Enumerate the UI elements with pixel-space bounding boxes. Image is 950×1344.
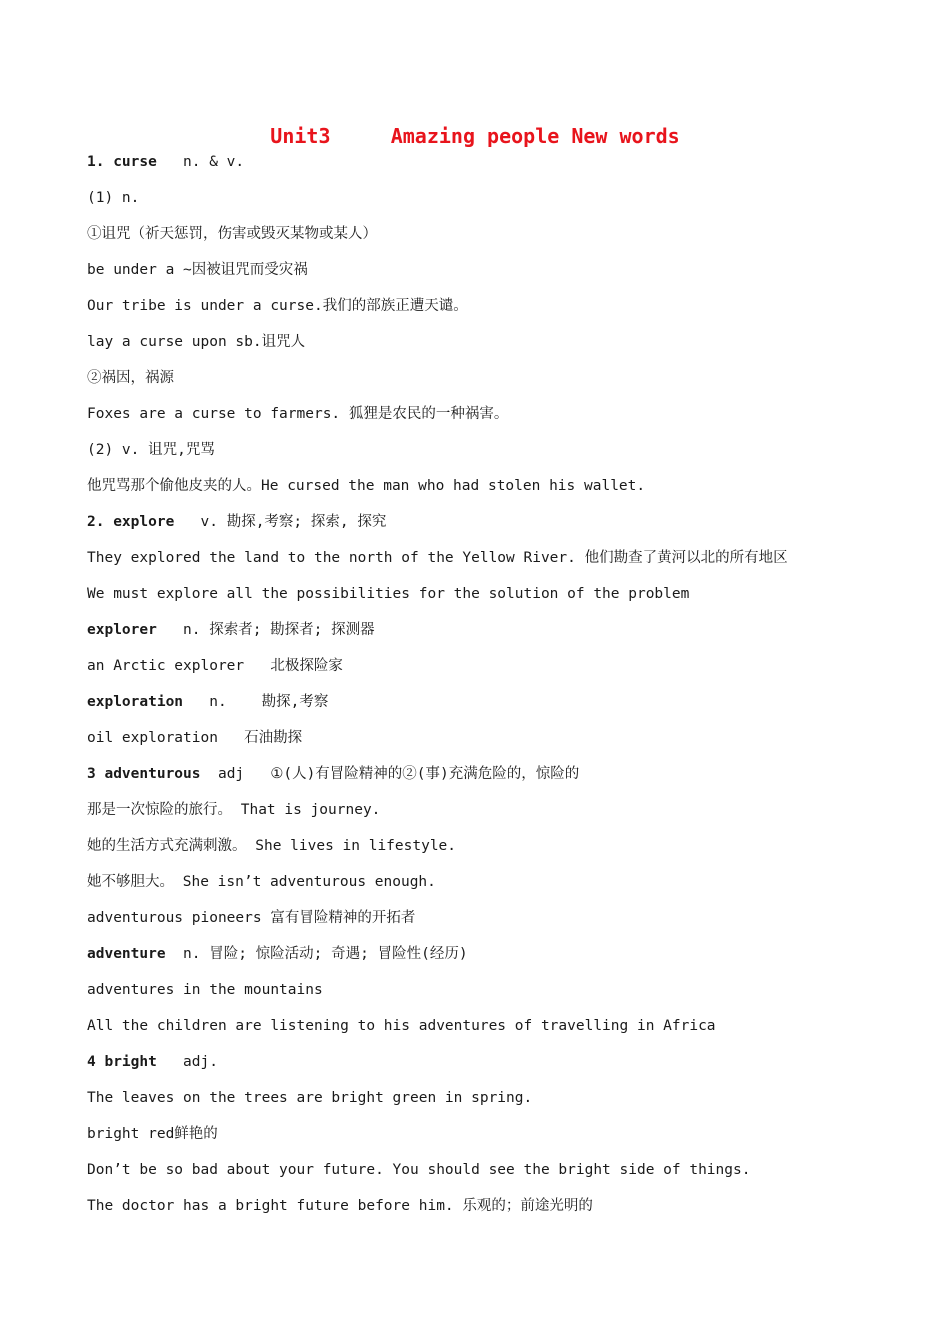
line-text: n. 冒险; 惊险活动; 奇遇; 冒险性(经历) <box>165 946 468 962</box>
headword-line <box>87 618 887 654</box>
text-line <box>87 906 887 942</box>
text-line <box>87 834 887 870</box>
line-text: adj ①(人)有冒险精神的②(事)充满危险的，惊险的 <box>200 766 580 782</box>
text-line <box>87 258 887 294</box>
headword-line <box>87 1050 887 1086</box>
headword: 2. explore <box>87 514 175 530</box>
text-line <box>87 330 887 366</box>
headword: exploration <box>87 694 184 710</box>
text-line <box>87 366 887 402</box>
line-text: bright red鲜艳的 <box>87 1126 218 1142</box>
line-text: The doctor has a bright future before him. 乐观的；前途光明的 <box>87 1198 593 1214</box>
text-line <box>87 1194 887 1230</box>
text-line <box>87 1014 887 1050</box>
headword: 4 bright <box>87 1054 157 1070</box>
headword-line <box>87 150 887 186</box>
text-line <box>87 726 887 762</box>
line-text: They explored the land to the north of the Yellow River. 他们勘查了黄河以北的所有地区 <box>87 550 788 566</box>
text-line <box>87 474 887 510</box>
text-line <box>87 186 887 222</box>
text-line <box>87 654 887 690</box>
line-text: ①诅咒（祈天惩罚，伤害或毁灭某物或某人） <box>87 226 377 242</box>
line-text: Our tribe is under a curse.我们的部族正遭天谴。 <box>87 298 468 314</box>
line-text: We must explore all the possibilities for the solution of the problem <box>87 586 690 602</box>
line-text: lay a curse upon sb.诅咒人 <box>87 334 306 350</box>
line-text: adventurous pioneers 富有冒险精神的开拓者 <box>87 910 416 926</box>
line-text: n. 探索者; 勘探者; 探测器 <box>156 622 375 638</box>
text-line <box>87 978 887 1014</box>
line-text: v. 勘探,考察; 探索, 探究 <box>174 514 387 530</box>
line-text: an Arctic explorer 北极探险家 <box>87 658 343 674</box>
line-text: All the children are listening to his adventures of travelling in Africa <box>87 1018 716 1034</box>
line-text: n. 勘探,考察 <box>183 694 329 710</box>
line-text: 她的生活方式充满刺激。 She lives in lifestyle. <box>87 838 457 854</box>
line-text: 他咒骂那个偷他皮夹的人。He cursed the man who had stolen his wallet. <box>87 478 646 494</box>
line-text: 她不够胆大。 She isn’t adventurous enough. <box>87 874 436 890</box>
line-text: n. & v. <box>156 154 245 170</box>
text-line <box>87 1122 887 1158</box>
headword-line <box>87 510 887 546</box>
text-line <box>87 294 887 330</box>
line-text: ②祸因，祸源 <box>87 370 174 386</box>
text-line <box>87 546 887 582</box>
headword: 1. curse <box>87 154 157 170</box>
text-line <box>87 1086 887 1122</box>
text-line <box>87 222 887 258</box>
headword: 3 adventurous <box>87 766 201 782</box>
headword-line <box>87 690 887 726</box>
line-text: (2) v. 诅咒,咒骂 <box>87 442 215 458</box>
headword-line <box>87 762 887 798</box>
headword-line <box>87 942 887 978</box>
line-text: Foxes are a curse to farmers. 狐狸是农民的一种祸害。 <box>87 406 509 422</box>
line-text: The leaves on the trees are bright green in spring. <box>87 1090 533 1106</box>
vocabulary-list <box>87 150 887 1230</box>
text-line <box>87 870 887 906</box>
text-line <box>87 438 887 474</box>
text-line <box>87 582 887 618</box>
headword: explorer <box>87 622 157 638</box>
line-text: oil exploration 石油勘探 <box>87 730 303 746</box>
text-line <box>87 1158 887 1194</box>
text-line <box>87 402 887 438</box>
page-title: Unit3 Amazing people New words <box>270 124 680 148</box>
line-text: (1) n. <box>87 190 140 206</box>
line-text: 那是一次惊险的旅行。 That is journey. <box>87 802 381 818</box>
line-text: be under a ~因被诅咒而受灾祸 <box>87 262 308 278</box>
headword: adventure <box>87 946 166 962</box>
line-text: Don’t be so bad about your future. You should see the bright side of things. <box>87 1162 751 1178</box>
text-line <box>87 798 887 834</box>
line-text: adj. <box>156 1054 218 1070</box>
line-text: adventures in the mountains <box>87 982 323 998</box>
